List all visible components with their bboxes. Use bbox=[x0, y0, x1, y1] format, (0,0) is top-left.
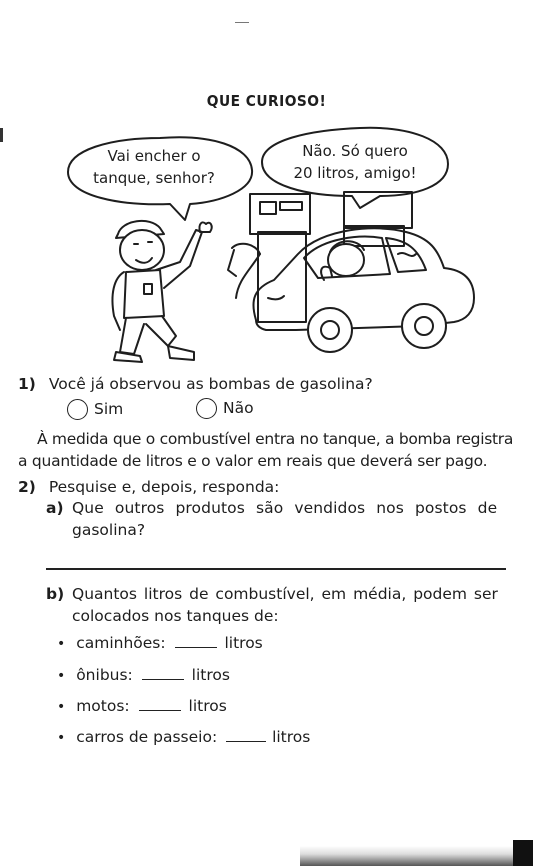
bullet-icon: • bbox=[57, 730, 66, 746]
question-2b-letter: b) bbox=[46, 585, 65, 603]
attendant-bubble-line-1: Vai encher o bbox=[107, 147, 201, 165]
item-label-carros: carros de passeio: bbox=[76, 728, 218, 746]
attendant-bubble-text bbox=[64, 145, 244, 189]
item-unit-motos: litros bbox=[188, 697, 227, 715]
answer-line-2a[interactable] bbox=[46, 568, 506, 570]
info-paragraph-line-1: À medida que o combustível entra no tanque, a bomba registra bbox=[37, 430, 514, 448]
question-2b-line-2: colocados nos tanques de: bbox=[72, 607, 279, 625]
item-unit-onibus: litros bbox=[191, 666, 230, 684]
question-2-number: 2) bbox=[18, 478, 36, 496]
answer-blank-onibus[interactable] bbox=[142, 678, 184, 680]
list-item-motos bbox=[57, 695, 227, 718]
radio-label-sim: Sim bbox=[94, 400, 124, 418]
radio-circle-nao[interactable] bbox=[196, 398, 217, 419]
answer-blank-motos[interactable] bbox=[139, 709, 181, 711]
scan-corner bbox=[513, 840, 533, 866]
bullet-icon: • bbox=[57, 668, 66, 684]
item-label-motos: motos: bbox=[76, 697, 130, 715]
driver-bubble-line-1: Não. Só quero bbox=[302, 142, 408, 160]
driver-bubble-text bbox=[265, 140, 445, 184]
bullet-icon: • bbox=[57, 699, 66, 715]
attendant-bubble-line-2: tanque, senhor? bbox=[93, 169, 215, 187]
question-2a-line-1: Que outros produtos são vendidos nos postos de bbox=[72, 499, 498, 517]
list-item-caminhoes bbox=[57, 632, 263, 655]
question-1-text: Você já observou as bombas de gasolina? bbox=[48, 375, 373, 393]
list-item-carros bbox=[57, 726, 310, 749]
item-unit-carros: litros bbox=[272, 728, 311, 746]
question-2a-line-2: gasolina? bbox=[72, 521, 146, 539]
info-paragraph-line-2: a quantidade de litros e o valor em reais que deverá ser pago. bbox=[18, 452, 488, 470]
bullet-icon: • bbox=[57, 636, 66, 652]
question-2a-letter: a) bbox=[46, 499, 64, 517]
page-title: QUE CURIOSO! bbox=[206, 92, 327, 110]
answer-blank-carros[interactable] bbox=[226, 740, 266, 742]
question-2 bbox=[18, 476, 279, 498]
radio-circle-sim[interactable] bbox=[67, 399, 88, 420]
scan-edge-bottom bbox=[300, 846, 533, 866]
attendant-drawing bbox=[112, 221, 211, 362]
scan-mark-top bbox=[235, 22, 249, 23]
radio-sim[interactable] bbox=[67, 398, 123, 420]
item-unit-caminhoes: litros bbox=[224, 634, 263, 652]
scan-mark-left bbox=[0, 128, 3, 142]
answer-blank-caminhoes[interactable] bbox=[175, 646, 217, 648]
item-label-onibus: ônibus: bbox=[76, 666, 133, 684]
question-1 bbox=[18, 373, 373, 395]
radio-label-nao: Não bbox=[223, 399, 254, 417]
driver-bubble-line-2: 20 litros, amigo! bbox=[293, 164, 417, 182]
gas-pump-drawing bbox=[228, 192, 412, 322]
question-2b-line-1: Quantos litros de combustível, em média, podem ser bbox=[72, 585, 498, 603]
list-item-onibus bbox=[57, 664, 230, 687]
radio-nao[interactable] bbox=[196, 397, 254, 419]
question-1-number: 1) bbox=[18, 375, 36, 393]
item-label-caminhoes: caminhões: bbox=[76, 634, 166, 652]
question-2-text: Pesquise e, depois, responda: bbox=[48, 478, 280, 496]
